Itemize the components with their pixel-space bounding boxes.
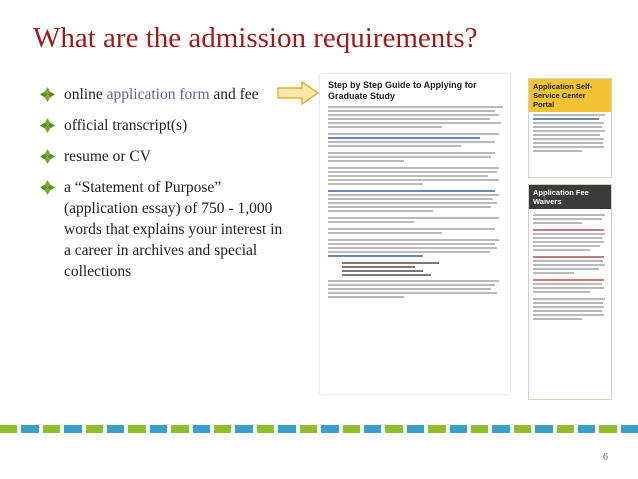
document-paragraph (320, 280, 510, 298)
document-title: Step by Step Guide to Applying for Graduate Study (328, 80, 477, 101)
bullet-text: a “Statement of Purpose” (application essay) of 750 - 1,000 words that explains your interest in a career in archives and special collections (64, 179, 283, 280)
bullet-item (40, 146, 285, 167)
arrow-right-icon (276, 80, 320, 106)
document-paragraph (320, 239, 510, 257)
document-paragraph (320, 167, 510, 185)
bullet-text: resume or CV (64, 148, 151, 165)
diamond-bullet-icon (40, 180, 55, 195)
bullet-item (40, 115, 285, 136)
document-paragraph (320, 133, 510, 147)
diamond-bullet-icon (40, 87, 55, 102)
document-paragraph (320, 190, 510, 212)
document-paragraph (320, 106, 510, 128)
decorative-color-stripe (0, 425, 638, 433)
bullet-text-tail: and fee (209, 86, 259, 103)
fee-waivers-title: Application Fee Waivers (529, 185, 611, 209)
portal-box-title: Application Self- Service Center Portal (529, 79, 611, 112)
bullet-list (40, 84, 285, 292)
bullet-text: online (64, 86, 107, 103)
slide-title: What are the admission requirements? (33, 22, 478, 54)
bullet-item (40, 84, 285, 105)
bullet-highlight-link[interactable]: application form (106, 86, 210, 103)
bullet-text: official transcript(s) (64, 117, 188, 134)
bullet-item (40, 177, 285, 282)
document-paragraph (320, 228, 510, 234)
document-paragraph (320, 152, 510, 162)
mailing-address-block (334, 262, 496, 276)
page-number: 6 (603, 452, 608, 463)
diamond-bullet-icon (40, 149, 55, 164)
diamond-bullet-icon (40, 118, 55, 133)
guide-document-thumbnail (320, 74, 510, 394)
fee-waivers-box (528, 184, 612, 400)
self-service-portal-box (528, 78, 612, 178)
document-paragraph (320, 217, 510, 223)
